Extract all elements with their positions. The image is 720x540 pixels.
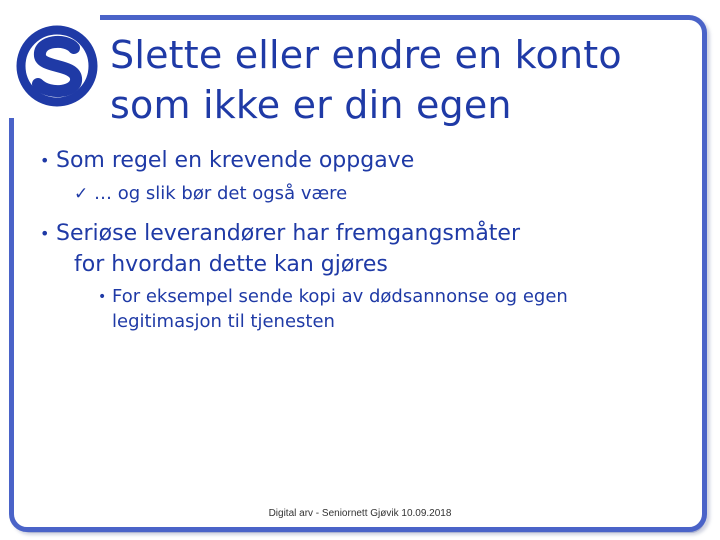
bullet-marker: • (98, 289, 107, 305)
bullet-1 (40, 146, 676, 176)
slide-title (110, 30, 710, 130)
bullet-1-sub-text: … og slik bør det også være (94, 183, 348, 204)
bullet-marker: • (40, 151, 50, 170)
check-icon: ✓ (74, 184, 89, 204)
bullet-2-sub (98, 285, 672, 309)
title-line-2: som ikke er din egen (110, 83, 512, 127)
bullet-1-text: Som regel en krevende oppgave (56, 148, 415, 173)
bullet-marker: • (40, 224, 50, 243)
bullet-2-text-line-1: Seriøse leverandører har fremgangsmåter (56, 221, 521, 246)
title-line-1: Slette eller endre en konto (110, 33, 622, 77)
bullet-1-sub (74, 182, 654, 206)
bullet-2 (40, 219, 676, 249)
bullet-2-sub-line-2 (112, 310, 672, 334)
bullet-2-sub-text-line-2: legitimasjon til tjenesten (112, 311, 335, 332)
seniornett-logo-icon (16, 24, 98, 108)
bullet-2-text-line-2: for hvordan dette kan gjøres (74, 252, 388, 277)
bullet-2-line-2 (74, 250, 694, 280)
bullet-2-sub-text-line-1: For eksempel sende kopi av dødsannonse og egen (112, 286, 568, 307)
slide-footer: Digital arv - Seniornett Gjøvik 10.09.2018 (268, 508, 452, 519)
